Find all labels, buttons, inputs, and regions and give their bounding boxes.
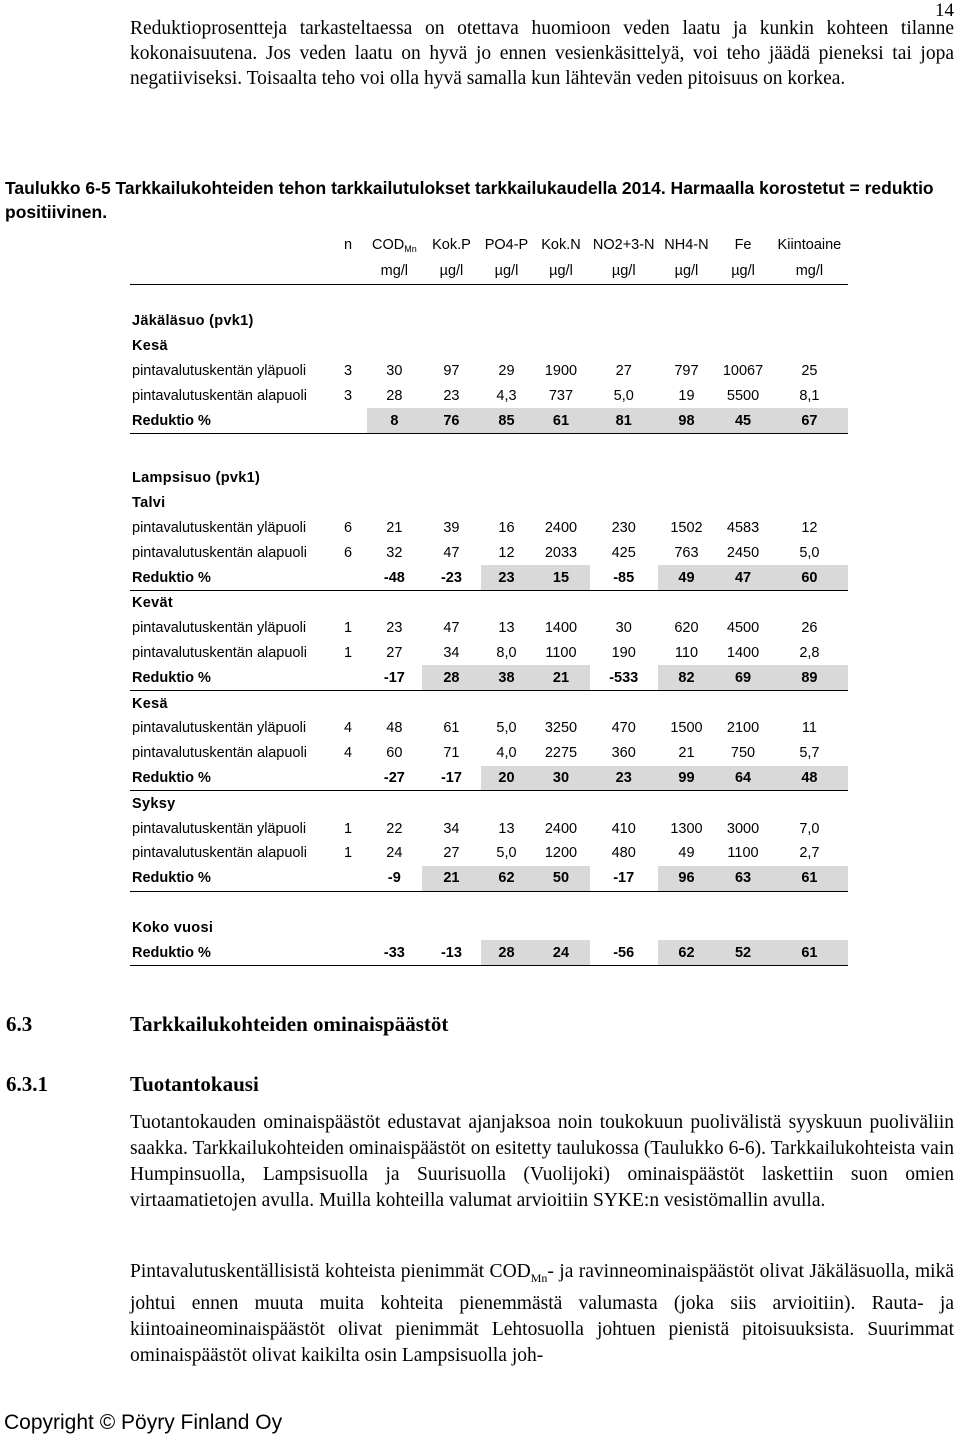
row-value: 1100 <box>727 845 759 862</box>
season-label-label: Kesä <box>132 695 168 712</box>
unit-cell: mg/l <box>367 258 423 285</box>
row-value: 23 <box>443 387 460 404</box>
reduktio-row <box>130 866 848 891</box>
row-value: 60 <box>386 745 403 762</box>
reduktio-label: Reduktio % <box>130 940 344 965</box>
row-value: 2275 <box>544 745 578 762</box>
row-value: 230 <box>611 519 636 536</box>
reduktio-value: -23 <box>422 565 481 590</box>
section-title: Tarkkailukohteiden ominaispäästöt <box>130 1012 449 1036</box>
row-n: 3 <box>343 362 353 379</box>
row-value: 1200 <box>544 845 578 862</box>
row-value: 2450 <box>726 544 760 561</box>
row-value: 110 <box>674 644 699 661</box>
unit-cell: µg/l <box>715 258 771 285</box>
row-value: 39 <box>443 519 460 536</box>
row-value: 8,0 <box>496 644 517 661</box>
row-value: 29 <box>498 362 515 379</box>
reduktio-label: Reduktio % <box>130 565 344 590</box>
table-row <box>130 741 848 766</box>
row-value: 5,0 <box>799 544 820 561</box>
reduktio-value-highlighted: 45 <box>715 408 771 433</box>
reduktio-value-highlighted: 61 <box>532 408 590 433</box>
season-label <box>130 590 848 615</box>
season-label-label: Syksy <box>132 795 176 812</box>
paragraph-1: Tuotantokauden ominaispäästöt edustavat ajanjaksoa noin toukokuun puolivälistä syyskuun puoliväliin saakka. Tarkkailukohteiden ominaispäästöt on esitetty taulukossa (Taulukko 6-6). Tarkkailukohteista vain Humpinsuolla, Lampsisuolla ja Suurisuolla (Vuolijoki) ominaispäästöt laskettiin suon omien virtaamatietojen avulla. Muilla kohteilla valumat arvioitiin SYKE:n vesistömallin avulla. <box>130 1112 954 1211</box>
row-value: 763 <box>674 544 699 561</box>
row-n: 4 <box>343 745 353 762</box>
reduktio-value-highlighted: 98 <box>658 408 716 433</box>
season-label <box>130 691 848 716</box>
season-label <box>130 491 848 516</box>
season-label-label: Talvi <box>132 495 166 512</box>
row-value: 360 <box>611 745 636 762</box>
table-row <box>130 641 848 666</box>
row-value: 470 <box>611 720 636 737</box>
reduktio-row <box>130 665 848 690</box>
reduktio-value-highlighted: 52 <box>715 940 771 965</box>
reduktio-row <box>130 766 848 791</box>
results-table-container <box>130 232 848 966</box>
header-col: Kiintoaine <box>777 237 842 253</box>
reduktio-value-highlighted: 89 <box>771 665 848 690</box>
row-value: 19 <box>678 387 695 404</box>
unit-cell: µg/l <box>532 258 590 285</box>
season-label <box>130 334 848 359</box>
row-value: 8,1 <box>799 387 820 404</box>
row-value: 3000 <box>726 820 760 837</box>
table-row <box>130 716 848 741</box>
table-row <box>130 540 848 565</box>
row-value: 1400 <box>544 620 578 637</box>
row-value: 5,0 <box>496 720 517 737</box>
site-name-label: Lampsisuo (pvk1) <box>132 470 261 487</box>
section-number: 6.3 <box>6 1012 33 1036</box>
table-spacer-row <box>130 891 848 916</box>
row-value: 2400 <box>544 820 578 837</box>
row-value: 23 <box>386 620 403 637</box>
season-label <box>130 791 848 816</box>
reduktio-label: Reduktio % <box>130 665 344 690</box>
row-label: pintavalutuskentän alapuoli <box>132 544 307 561</box>
header-col: NH4-N <box>664 237 709 253</box>
row-value: 2,8 <box>799 644 820 661</box>
row-value: 1300 <box>670 820 703 837</box>
row-value: 47 <box>443 620 460 637</box>
reduktio-value: -27 <box>367 766 423 791</box>
reduktio-value-highlighted: 28 <box>481 940 532 965</box>
reduktio-value-highlighted: 96 <box>658 866 716 891</box>
row-label: pintavalutuskentän alapuoli <box>132 845 307 862</box>
row-label: pintavalutuskentän alapuoli <box>132 644 307 661</box>
reduktio-value-highlighted: 28 <box>422 665 481 690</box>
row-value: 13 <box>498 620 515 637</box>
table-row <box>130 383 848 408</box>
row-value: 27 <box>386 644 403 661</box>
row-value: 49 <box>678 845 695 862</box>
row-label: pintavalutuskentän alapuoli <box>132 745 307 762</box>
reduktio-value-highlighted: 61 <box>771 866 848 891</box>
row-value: 190 <box>611 644 636 661</box>
row-value: 5,0 <box>613 387 634 404</box>
table-caption: Taulukko 6-5 Tarkkailukohteiden tehon tarkkailutulokset tarkkailukaudella 2014. Harmaalla korostetut = reduktio positiivinen. <box>5 178 934 222</box>
unit-cell: µg/l <box>590 258 658 285</box>
header-col: Fe <box>734 237 752 253</box>
reduktio-label: Reduktio % <box>130 866 344 891</box>
section-title: Tuotantokausi <box>130 1072 259 1096</box>
unit-cell: mg/l <box>771 258 848 285</box>
season-label-label: Kevät <box>132 595 173 612</box>
header-cod: $COD_{Mn}$ <box>371 236 417 254</box>
reduktio-value: -17 <box>422 766 481 791</box>
row-value: 22 <box>386 820 403 837</box>
reduktio-row <box>130 940 848 965</box>
header-n: n <box>343 237 353 253</box>
row-value: 2,7 <box>799 845 820 862</box>
row-value: 2100 <box>726 720 760 737</box>
reduktio-row <box>130 565 848 590</box>
reduktio-value-highlighted: 24 <box>532 940 590 965</box>
site-name-label: Jäkäläsuo (pvk1) <box>132 313 254 330</box>
row-value: 48 <box>386 720 403 737</box>
reduktio-value-highlighted: 23 <box>590 766 658 791</box>
reduktio-value-highlighted: 8 <box>367 408 423 433</box>
row-value: 97 <box>443 362 460 379</box>
reduktio-value-highlighted: 76 <box>422 408 481 433</box>
site-name <box>130 466 848 491</box>
row-value: 5,0 <box>496 845 517 862</box>
row-label: pintavalutuskentän yläpuoli <box>132 820 307 837</box>
row-value: 750 <box>730 745 756 762</box>
footer-copyright: Copyright © Pöyry Finland Oy <box>4 1411 283 1434</box>
row-value: 1100 <box>545 644 577 661</box>
row-value: 21 <box>386 519 403 536</box>
row-n: 1 <box>343 644 353 661</box>
row-value: 480 <box>611 845 636 862</box>
row-value: 7,0 <box>799 820 820 837</box>
row-value: 26 <box>801 620 818 637</box>
header-col: Kok.N <box>541 237 581 253</box>
reduktio-row <box>130 408 848 433</box>
reduktio-value-highlighted: 21 <box>422 866 481 891</box>
reduktio-value-highlighted: 20 <box>481 766 532 791</box>
reduktio-value-highlighted: 50 <box>532 866 590 891</box>
reduktio-value-highlighted: 15 <box>532 565 590 590</box>
table-row <box>130 816 848 841</box>
row-value: 28 <box>386 387 403 404</box>
row-value: 4,3 <box>496 387 517 404</box>
row-value: 5500 <box>726 387 760 404</box>
row-value: 12 <box>801 519 818 536</box>
row-value: 1400 <box>726 644 760 661</box>
row-value: 12 <box>498 544 515 561</box>
reduktio-value: -33 <box>367 940 423 965</box>
unit-cell: µg/l <box>658 258 716 285</box>
row-value: 24 <box>386 845 403 862</box>
reduktio-label: Reduktio % <box>130 766 344 791</box>
row-value: 4,0 <box>496 745 517 762</box>
table-row <box>130 359 848 384</box>
row-n: 4 <box>343 720 353 737</box>
row-value: 30 <box>615 620 632 637</box>
reduktio-value-highlighted: 62 <box>658 940 716 965</box>
row-value: 2033 <box>544 544 578 561</box>
reduktio-value-highlighted: 48 <box>771 766 848 791</box>
unit-cell: µg/l <box>481 258 532 285</box>
row-value: 27 <box>615 362 632 379</box>
row-value: 30 <box>386 362 403 379</box>
row-value: 13 <box>498 820 515 837</box>
paragraph-2: Pintavalutuskentällisistä kohteista pienimmät $COD_{Mn}-$ ja ravinneominaispäästöt olivat Jäkäläsuolla, mikä johtui ennen muuta muita kohteita pienemmästä valumasta (joka siis arvioitiin). Rauta- ja kiintoaineominaispäästöt olivat pienimmät Lehtosuolla johtuen pienistä pitoisuuksista. Suurimmat ominaispäästöt olivat kaikilta osin Lampsisuolla joh- <box>130 1261 954 1366</box>
row-value: 71 <box>443 745 460 762</box>
row-value: 1502 <box>670 519 703 536</box>
row-value: 10067 <box>722 362 764 379</box>
row-label: pintavalutuskentän yläpuoli <box>132 519 307 536</box>
site-name <box>130 309 848 334</box>
reduktio-value-highlighted: 60 <box>771 565 848 590</box>
row-label: pintavalutuskentän yläpuoli <box>132 620 307 637</box>
reduktio-value: -17 <box>590 866 658 891</box>
row-value: 25 <box>801 362 818 379</box>
reduktio-value-highlighted: 62 <box>481 866 532 891</box>
reduktio-value: -48 <box>367 565 423 590</box>
season-label-label: Koko vuosi <box>132 919 214 936</box>
row-n: 3 <box>343 387 353 404</box>
row-value: 47 <box>443 544 460 561</box>
reduktio-value-highlighted: 63 <box>715 866 771 891</box>
row-value: 21 <box>678 745 695 762</box>
reduktio-value: -56 <box>590 940 658 965</box>
row-label: pintavalutuskentän alapuoli <box>132 387 307 404</box>
reduktio-value-highlighted: 81 <box>590 408 658 433</box>
table-spacer-row <box>130 285 848 310</box>
row-n: 1 <box>343 620 353 637</box>
row-value: 2400 <box>544 519 578 536</box>
reduktio-value-highlighted: 21 <box>532 665 590 690</box>
reduktio-value: -533 <box>590 665 658 690</box>
row-value: 16 <box>498 519 515 536</box>
row-value: 620 <box>674 620 699 637</box>
reduktio-value-highlighted: 85 <box>481 408 532 433</box>
row-value: 3250 <box>544 720 578 737</box>
row-value: 410 <box>611 820 636 837</box>
reduktio-value-highlighted: 64 <box>715 766 771 791</box>
row-n: 1 <box>343 820 353 837</box>
row-value: 737 <box>548 387 574 404</box>
reduktio-value: -85 <box>590 565 658 590</box>
row-value: 1900 <box>544 362 578 379</box>
reduktio-value-highlighted: 49 <box>658 565 716 590</box>
row-value: 4583 <box>726 519 760 536</box>
results-table <box>130 232 848 966</box>
row-n: 1 <box>343 845 353 862</box>
header-col: PO4-P <box>484 237 529 253</box>
row-value: 11 <box>801 720 817 737</box>
table-header-row <box>130 232 848 258</box>
unit-cell: µg/l <box>422 258 481 285</box>
reduktio-value-highlighted: 99 <box>658 766 716 791</box>
season-label <box>130 916 848 941</box>
reduktio-value-highlighted: 38 <box>481 665 532 690</box>
reduktio-value-highlighted: 30 <box>532 766 590 791</box>
table-units-row <box>130 258 848 285</box>
reduktio-value: -9 <box>367 866 423 891</box>
reduktio-value-highlighted: 82 <box>658 665 716 690</box>
table-row <box>130 841 848 866</box>
row-value: 1500 <box>670 720 703 737</box>
row-value: 34 <box>443 644 460 661</box>
reduktio-value-highlighted: 61 <box>771 940 848 965</box>
row-n: 6 <box>343 544 353 561</box>
reduktio-value-highlighted: 69 <box>715 665 771 690</box>
reduktio-value-highlighted: 67 <box>771 408 848 433</box>
intro-paragraph: Reduktioprosentteja tarkasteltaessa on otettava huomioon veden laatu ja kunkin kohteen tilanne kokonaisuutena. Jos veden laatu on hyvä jo ennen vesienkäsittelyä, voi teho jäädä pieneksi tai jopa negatiiviseksi. Toisaalta teho voi olla hyvä samalla kun lähtevän veden pitoisuus on korkea. <box>130 18 954 89</box>
reduktio-label: Reduktio % <box>130 408 344 433</box>
row-value: 34 <box>443 820 460 837</box>
row-value: 61 <box>443 720 460 737</box>
table-row <box>130 516 848 541</box>
reduktio-value-highlighted: 47 <box>715 565 771 590</box>
row-label: pintavalutuskentän yläpuoli <box>132 362 307 379</box>
row-value: 32 <box>386 544 403 561</box>
header-col: Kok.P <box>432 237 471 253</box>
row-n: 6 <box>343 519 353 536</box>
section-number: 6.3.1 <box>6 1072 48 1096</box>
table-row <box>130 616 848 641</box>
row-value: 4500 <box>726 620 760 637</box>
reduktio-value-highlighted: 23 <box>481 565 532 590</box>
header-col: NO2+3-N <box>592 237 655 253</box>
reduktio-value: -17 <box>367 665 423 690</box>
reduktio-value: -13 <box>422 940 481 965</box>
row-value: 425 <box>611 544 636 561</box>
table-spacer-row <box>130 433 848 466</box>
season-label-label: Kesä <box>132 338 168 355</box>
row-label: pintavalutuskentän yläpuoli <box>132 720 307 737</box>
page-number: 14 <box>935 0 954 21</box>
row-value: 5,7 <box>799 745 820 762</box>
row-value: 797 <box>674 362 699 379</box>
row-value: 27 <box>443 845 460 862</box>
